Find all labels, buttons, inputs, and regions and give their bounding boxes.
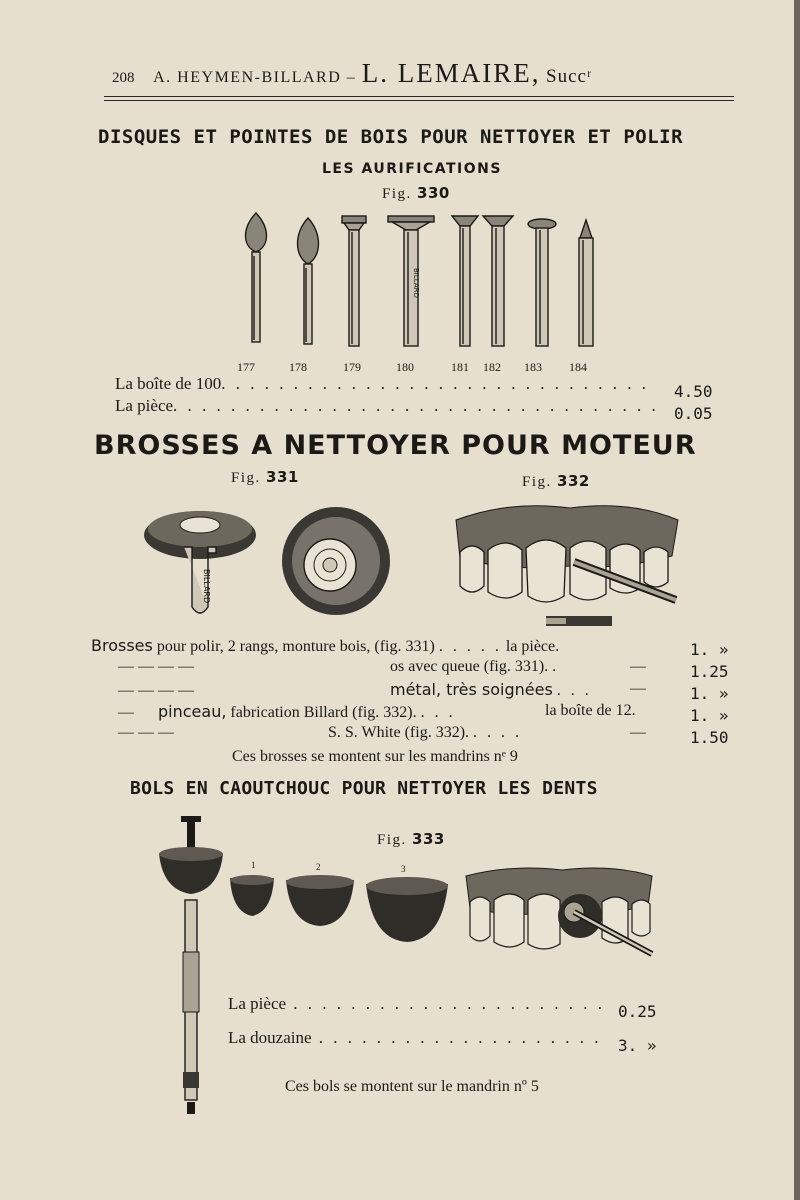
row-dots: . . . bbox=[420, 704, 456, 721]
brush-row bbox=[91, 636, 559, 656]
page-edge bbox=[794, 0, 800, 1200]
fig-number: 333 bbox=[412, 830, 445, 848]
brush-row bbox=[118, 702, 456, 722]
page-number: 208 bbox=[112, 70, 135, 86]
tool-number: 178 bbox=[289, 360, 307, 374]
tool-number: 179 bbox=[343, 360, 361, 374]
fig-number: 331 bbox=[266, 468, 299, 486]
bols-note: Ces bols se montent sur le mandrin nº 5 bbox=[285, 1078, 539, 1095]
cup-on-teeth-illustration bbox=[462, 862, 656, 962]
row-text: métal, très soignées bbox=[390, 680, 553, 699]
row-text: os avec queue (fig. 331). bbox=[390, 658, 549, 675]
price-label: La pièce bbox=[228, 994, 287, 1013]
cup-number: 2 bbox=[316, 862, 321, 872]
row-unit: — bbox=[630, 724, 646, 741]
fig-number: 330 bbox=[417, 184, 450, 202]
brush-332-teeth-illustration bbox=[450, 500, 682, 640]
brush-inscription: BILLARD bbox=[202, 569, 211, 604]
fig-331-caption bbox=[231, 468, 299, 487]
tool-number: 180 bbox=[396, 360, 414, 374]
section-disques-subtitle: LES AURIFICATIONS bbox=[322, 161, 502, 177]
tool-number: 177 bbox=[237, 360, 255, 374]
cup-number: 1 bbox=[251, 860, 256, 870]
row-text: S. S. White (fig. 332). bbox=[328, 724, 470, 741]
row-price: 1. » bbox=[690, 640, 729, 659]
wooden-points-illustration bbox=[232, 208, 612, 358]
row-dots: . . . bbox=[556, 682, 592, 699]
row-price: 1.25 bbox=[690, 662, 729, 681]
cup-1 bbox=[230, 875, 274, 916]
section-bols-title: BOLS EN CAOUTCHOUC POUR NETTOYER LES DENTS bbox=[130, 778, 598, 799]
section-brosses-title: BROSSES A NETTOYER POUR MOTEUR bbox=[94, 430, 697, 461]
price-value: 0.05 bbox=[674, 404, 713, 423]
row-dashes: — — — — bbox=[118, 658, 194, 675]
row-unit: la pièce. bbox=[505, 638, 560, 655]
tool-number: 183 bbox=[524, 360, 542, 374]
price-row: La pièce. . . . . . . . . . . . . . . . . . . . . . . . . . . . . . . . . . bbox=[115, 396, 659, 415]
successor-abbrev: Succʳ bbox=[546, 66, 593, 87]
price-row: La douzaine . . . . . . . . . . . . . . . . . . . . bbox=[228, 1028, 602, 1047]
fig-label: Fig. bbox=[382, 186, 412, 202]
brush-row bbox=[118, 658, 559, 676]
cup-3 bbox=[366, 877, 448, 942]
brush-row bbox=[118, 724, 522, 742]
row-unit: la boîte de 12. bbox=[545, 702, 636, 719]
row-dots: . . . . . bbox=[438, 638, 502, 655]
row-price: 1.50 bbox=[690, 728, 729, 747]
price-value: 0.25 bbox=[618, 1002, 657, 1021]
publisher-name: A. HEYMEN-BILLARD – bbox=[153, 69, 357, 86]
fig-label: Fig. bbox=[231, 470, 261, 486]
row-text: fabrication Billard (fig. 332). bbox=[230, 704, 417, 721]
row-unit: — bbox=[630, 658, 646, 675]
fig-label: Fig. bbox=[377, 832, 407, 848]
cup-number: 3 bbox=[401, 864, 406, 874]
brush-row bbox=[118, 680, 592, 700]
tool-inscription: BILLARD bbox=[412, 268, 420, 298]
fig-332-caption bbox=[522, 472, 590, 491]
row-dashes: — — — bbox=[118, 724, 174, 741]
fig-333-caption bbox=[377, 830, 445, 849]
price-value: 4.50 bbox=[674, 382, 713, 401]
row-price: 1. » bbox=[690, 706, 729, 725]
rubber-cups-illustration bbox=[226, 872, 450, 948]
price-row: La pièce . . . . . . . . . . . . . . . . . . . . . . bbox=[228, 994, 606, 1013]
brush-331-illustration bbox=[140, 495, 400, 630]
tool-number: 181 bbox=[451, 360, 469, 374]
row-dots: . . . . bbox=[473, 724, 523, 741]
price-label: La pièce bbox=[115, 396, 174, 415]
header-rule bbox=[104, 96, 734, 97]
row-unit: — bbox=[630, 680, 646, 697]
price-label: La boîte de 100 bbox=[115, 374, 222, 393]
fig-number: 332 bbox=[557, 472, 590, 490]
price-row: La boîte de 100. . . . . . . . . . . . . . . . . . . . . . . . . . . . . . bbox=[115, 374, 649, 393]
row-text: pour polir, 2 rangs, monture bois, (fig. 331) bbox=[156, 638, 435, 655]
point-177-tip bbox=[246, 213, 267, 252]
row-lead: Brosses bbox=[91, 636, 153, 655]
row-price: 1. » bbox=[690, 684, 729, 703]
price-label: La douzaine bbox=[228, 1028, 312, 1047]
successor-name: L. LEMAIRE, bbox=[361, 58, 541, 88]
mandrel-cup-illustration bbox=[155, 812, 227, 1118]
row-dots: . bbox=[552, 658, 560, 675]
row-dashes: — bbox=[118, 704, 134, 721]
tool-number: 182 bbox=[483, 360, 501, 374]
row-dashes: — — — — bbox=[118, 682, 194, 699]
header-rule-double bbox=[104, 100, 734, 101]
price-value: 3. » bbox=[618, 1036, 657, 1055]
brosses-note: Ces brosses se montent sur les mandrins nᵉ 9 bbox=[232, 748, 518, 765]
row-lead: pinceau, bbox=[158, 702, 227, 721]
fig-label: Fig. bbox=[522, 474, 552, 490]
page-header bbox=[112, 58, 592, 89]
tool-number: 184 bbox=[569, 360, 587, 374]
cup-2 bbox=[286, 875, 354, 926]
fig-330-caption bbox=[382, 184, 450, 203]
section-disques-title: DISQUES ET POINTES DE BOIS POUR NETTOYER ET POLIR bbox=[98, 126, 684, 148]
